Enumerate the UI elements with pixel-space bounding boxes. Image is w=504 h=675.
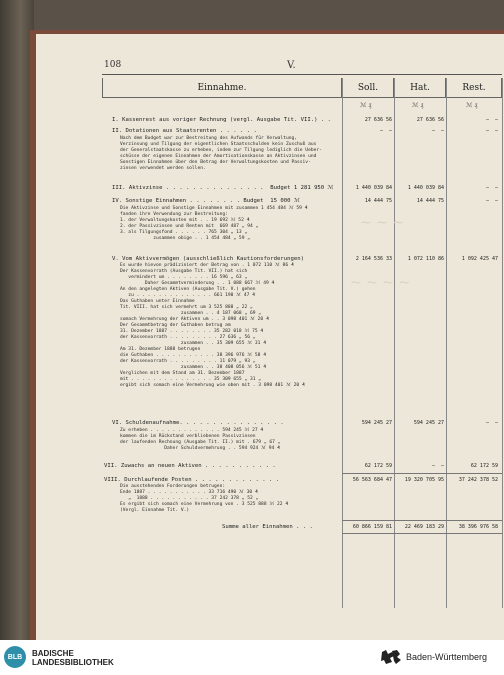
header-rule [102,74,502,75]
page-section-letter: V. [287,60,296,71]
column-header-soll: Soll. [342,78,394,98]
soll-v: 2 164 536 33 [355,256,392,262]
section-title-iii: III. Aktivzinse . . . . . . . . . . . . . . . Budget 1 281 950 ℳ [112,185,334,191]
hat-viii: 19 320 705 95 [404,477,444,483]
rest-v: 1 092 425 47 [461,256,498,262]
soll-viii: 56 563 684 47 [352,477,392,483]
rest-vi: — — [485,420,498,426]
soll-vi: 594 245 27 [361,420,392,426]
soll-ii: — — [379,128,392,134]
column-header-einnahme: Einnahme. [102,78,342,98]
hat-v: 1 072 110 86 [407,256,444,262]
soll-vii: 62 172 59 [364,463,392,469]
section-text-v: Es wurde hievon prädiziniert der Betrag von . 1 072 110 ℳ 86 ₰ Der Kassenvorrath (Ausgabe Tit. VII.) hat sich vermindert um . . . . . . . . 16 596 „ 63 „ Daher Gesammtverminderung . . 1 088 667 ℳ 49 ₰ An den angelegten Aktiven (Ausgabe Tit. V.) gehen zu . . . . . . . . . . . . . . 661 190 ℳ 47 ₰ Das Guthaben unter Einnahme Tit. VIII. hat sich vermehrt um 3 525 888 „ 22 „ zusammen . . 4 187 068 „ 69 „ somach Vermehrung der Aktiven um . . 3 098 401 ℳ 20 ₰ Der Gesammtbetrag der Guthaben betrug am 31. Dezember 1887 . . . . . . . . 35 282 018 ℳ 75 ₰ der Kassenvorrath . . . . . . . . . 27 636 „ 56 „ zusammen . . 35 309 655 ℳ 31 ₰ Am 31. Dezember 1888 betrugen die Guthaben . . . . . . . . . . . 38 396 976 ℳ 58 ₰ der Kassenvorrath . . . . . . . . . 11 079 „ 93 „ zusammen . . 38 408 056 ℳ 51 ₰ Verglichen mit dem Stand am 31. Dezember 1887 mit . . . . . . . . . . . . . . . 35 309 655 „ 31 „ ergibt sich somach eine Vermehrung wie oben mit . 3 098 401 ℳ 20 ₰ [120,263,305,388]
library-name[interactable] [32,649,114,667]
hat-iii: 1 440 039 84 [407,185,444,191]
library-name-line1: BADISCHE [32,649,74,658]
column-header-rest: Rest. [446,78,502,98]
section-title-i: I. Kassenrest aus voriger Rechnung (vergl. Ausgabe Tit. VII.) . . [112,117,331,123]
hat-ii: — — [431,128,444,134]
section-title-iv: IV. Sonstige Einnahmen . . . . . . . . Budget 15 000 ℳ [112,198,300,204]
column-divider [446,78,447,608]
rest-viii: 37 242 378 52 [458,477,498,483]
column-divider [342,78,343,608]
soll-iv: 14 444 75 [364,198,392,204]
soll-iii: 1 440 039 84 [355,185,392,191]
library-name-line2: LANDESBIBLIOTHEK [32,658,114,667]
rest-iii: — — [485,185,498,191]
row-separator [342,473,502,474]
section-title-vii: VII. Zuwachs an neuen Aktiven . . . . . . . . . . . [104,463,276,469]
hat-vi: 594 245 27 [413,420,444,426]
hat-i: 27 636 56 [416,117,444,123]
rest-vii: 62 172 59 [470,463,498,469]
section-text-ii: Nach dem Budget war zur Bestreitung des Aufwands für Verwaltung, Verzinsung und Tilgung der eigentlichen Staatsschulden kein Zuschuß aus der Generalstaatskasse zu erheben, indem zur Tilgung lediglich die Ueber- schüsse der eigenen Einnahmen der Amortisationskasse an Aktivzinsen und Sonstigen Einnahmen über den Betrag der Verwaltungskosten und Passiv- zinsen verwendet werden sollen. [120,136,322,171]
total-label: Summe aller Einnahmen . . . [222,524,313,530]
book-spine [0,0,34,640]
unit-label-rest: ℳ ₰ [466,102,478,109]
rest-iv: — — [485,198,498,204]
unit-label-soll: ℳ ₰ [360,102,372,109]
footer-bar [0,640,504,675]
hat-total: 22 469 183 29 [404,524,444,530]
column-divider [502,78,503,608]
section-title-viii: VIII. Durchlaufende Posten . . . . . . . . . . . . . [104,477,280,483]
column-divider [394,78,395,608]
bleed-through-text: ~ ~ ~ [360,215,405,231]
rest-total: 38 396 976 58 [458,524,498,530]
column-header-hat: Hat. [394,78,446,98]
section-text-iv: Die Aktivzinse und Sonstige Einnahmen mit zusammen 1 454 484 ℳ 59 ₰ fanden ihre Verwendung zur Bestreitung: 1. der Verwaltungskosten mit . . 19 692 ℳ 52 ₰ 2. der Passivzinsen und Renten mit 669 487 „ 94 „ 3. als Tilgungsfond . . . . . . 765 304 „ 13 „ zusammen obige . . 1 454 484 „ 59 „ [120,206,308,241]
section-title-v: V. Vom Aktivvermögen (ausschließlich Kautionsforderungen) [112,256,304,262]
section-title-ii: II. Dotationen aus Staatsrenten . . . . . . [112,128,257,134]
total-rule-bottom [342,533,502,534]
state-name[interactable]: Baden-Württemberg [406,652,488,662]
hat-vii: — — [431,463,444,469]
soll-total: 60 866 159 81 [352,524,392,530]
rest-ii: — — [485,128,498,134]
page-number: 108 [104,60,122,70]
hat-iv: 14 444 75 [416,198,444,204]
baden-wuerttemberg-lion-icon [380,649,402,666]
soll-i: 27 636 56 [364,117,392,123]
section-title-vi: VI. Schuldenaufnahme. . . . . . . . . . . . . . . . [112,420,284,426]
blb-logo[interactable]: BLB [4,646,26,668]
section-text-viii: Die ausstehenden Forderungen betrugen: Ende 1887 . . . . . . . . . . . 33 716 490 ℳ 30 ₰ „ 1888 . . . . . . . . . . . 37 242 378 „ 52 „ Es ergibt sich somach eine Vermehrung von . 3 525 888 ℳ 22 ₰ (Vergl. Einnahme Tit. V.) [120,484,289,513]
unit-label-hat: ℳ ₰ [412,102,424,109]
rest-i: — — [485,117,498,123]
total-rule [342,520,502,521]
bleed-through-text: ~ ~ ~ ~ [350,275,411,291]
section-text-vi: Zu erheben . . . . . . . . . . . . . 594 245 ℳ 27 ₰ kommen die im Rückstand verbliebenen Passivzinsen der laufenden Rechnung (Ausgabe Tit. II.) mit . 679 „ 67 „ Daher Schuldvermehrung . . 594 924 ℳ 94 ₰ [120,428,281,451]
